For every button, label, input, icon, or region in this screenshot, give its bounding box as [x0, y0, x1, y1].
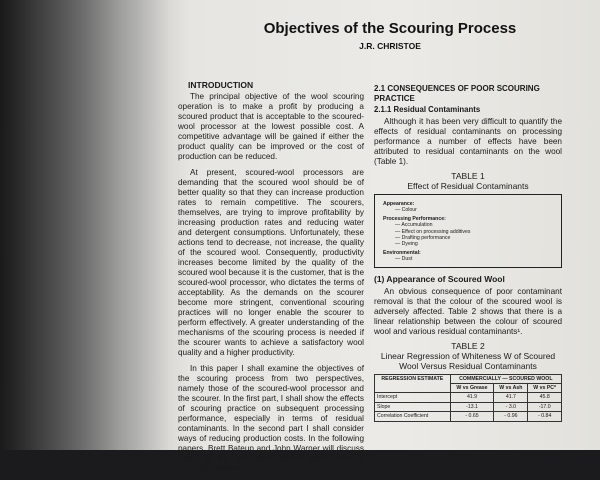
- table1-item: — Colour: [395, 207, 417, 214]
- table-cell: - 3.0: [494, 402, 528, 411]
- table1-caption: TABLE 1: [451, 171, 485, 181]
- author-name: J.R. CHRISTOE: [359, 41, 421, 51]
- table-cell: - 0.84: [528, 412, 562, 421]
- row-label: Slope: [375, 402, 451, 411]
- table-cell: 41.7: [494, 393, 528, 402]
- column-header: W vs PC*: [528, 384, 562, 393]
- row-label: Correlation Coefficient: [375, 412, 451, 421]
- table1-item: — Dyeing: [395, 241, 418, 248]
- table1-item: — Effect on processing additives: [395, 228, 471, 235]
- column-header: W vs Ash: [494, 384, 528, 393]
- group-header: COMMERCIALLY — SCOURED WOOL: [450, 374, 561, 383]
- table1-group-heading: Environmental:: [383, 249, 421, 256]
- table1-box: [374, 194, 562, 268]
- table1-item: — Accumulation: [395, 222, 433, 229]
- residual-contaminants-paragraph: Although it has been very difficult to quantify the effects of residual contaminants on processing performance a number of effects have been attributed to residual contaminants on the wool (Table 1).: [374, 117, 562, 166]
- corner-header: REGRESSION ESTIMATE: [375, 374, 451, 393]
- table-header-row: [375, 374, 562, 383]
- intro-paragraph-1: The principal objective of the wool scouring operation is to make a profit by producing a scoured product that is acceptable to the scoured-wool processor at the lowest possible cost. A competitive advantage will be gained if either the product quality can be improved or the cost of production can be reduced.: [178, 92, 364, 161]
- regression-table: [374, 374, 562, 422]
- left-column: [178, 80, 364, 480]
- table2-subtitle: Linear Regression of Whiteness W of Scoured Wool Versus Residual Contaminants: [380, 350, 556, 371]
- table-cell: 45.8: [528, 393, 562, 402]
- table1-subtitle: Effect of Residual Contaminants: [407, 181, 529, 191]
- table2-caption: TABLE 2: [451, 340, 485, 351]
- section-heading: 2.1 CONSEQUENCES OF POOR SCOURING PRACTICE: [374, 84, 540, 103]
- table-row: [375, 412, 562, 421]
- table-cell: -13.1: [450, 402, 494, 411]
- table1-group-heading: Appearance:: [383, 201, 415, 207]
- table-row: [375, 402, 562, 411]
- row-label: Intercept: [375, 393, 451, 402]
- table1-item: — Dust: [395, 256, 413, 263]
- table-cell: -17.0: [528, 402, 562, 411]
- right-column: [374, 84, 562, 422]
- table1-item: — Drafting performance: [395, 235, 451, 242]
- subsection-heading: 2.1.1 Residual Contaminants: [374, 105, 481, 114]
- page-fold-shadow: [0, 0, 170, 450]
- paper-title: Objectives of the Scouring Process: [263, 20, 517, 37]
- column-header: W vs Grease: [450, 384, 494, 393]
- intro-paragraph-3: In this paper I shall examine the objectives of the scouring process from two perspectives, namely those of the scoured-wool processor and the scourer. In the first part, I shall show the effects of scouring practice on subsequent processing performance, especially in terms of residual contaminants. In the second part I shall consider ways of reducing production costs. In the following papers, Brett Bateup and John Warner will discuss some of the principles behind more effective scouring practices.: [178, 364, 364, 473]
- table-row: [375, 393, 562, 402]
- table1-group-heading: Processing Performance:: [383, 215, 446, 222]
- appearance-heading: (1) Appearance of Scoured Wool: [374, 273, 505, 284]
- introduction-heading: INTRODUCTION: [188, 80, 254, 90]
- intro-paragraph-2: At present, scoured-wool processors are demanding that the scoured wool should be of better quality so that they can increase production rates to remain competitive. The scourers, themselves, are trying to improve profitability by increasing production rates and reducing water and detergent consumptions. Unfortunately, these actions tend to decrease, not increase, the quality of the scoured wool. Consequently, productivity increases become limited by the quality of the scoured wool because it is the customer, that is the scoured-wool processor, who dictates the terms of acceptability. As the demands on the scourer become more stringent, conventional scouring practices will no longer enable the scourer to perform effectively. A greater understanding of the mechanisms of the scouring process is needed if the scourer wants to achieve a satisfactory wool quality and a higher productivity.: [178, 168, 364, 357]
- table-cell: 41.9: [450, 393, 494, 402]
- table-cell: - 0.96: [494, 412, 528, 421]
- table-cell: - 0.65: [450, 412, 494, 421]
- appearance-paragraph: An obvious consequence of poor contaminant removal is that the colour of the scoured wool is adversely affected. Table 2 shows that there is a linear relationship between the colour of scoured wool and various residual contaminants¹.: [374, 286, 562, 336]
